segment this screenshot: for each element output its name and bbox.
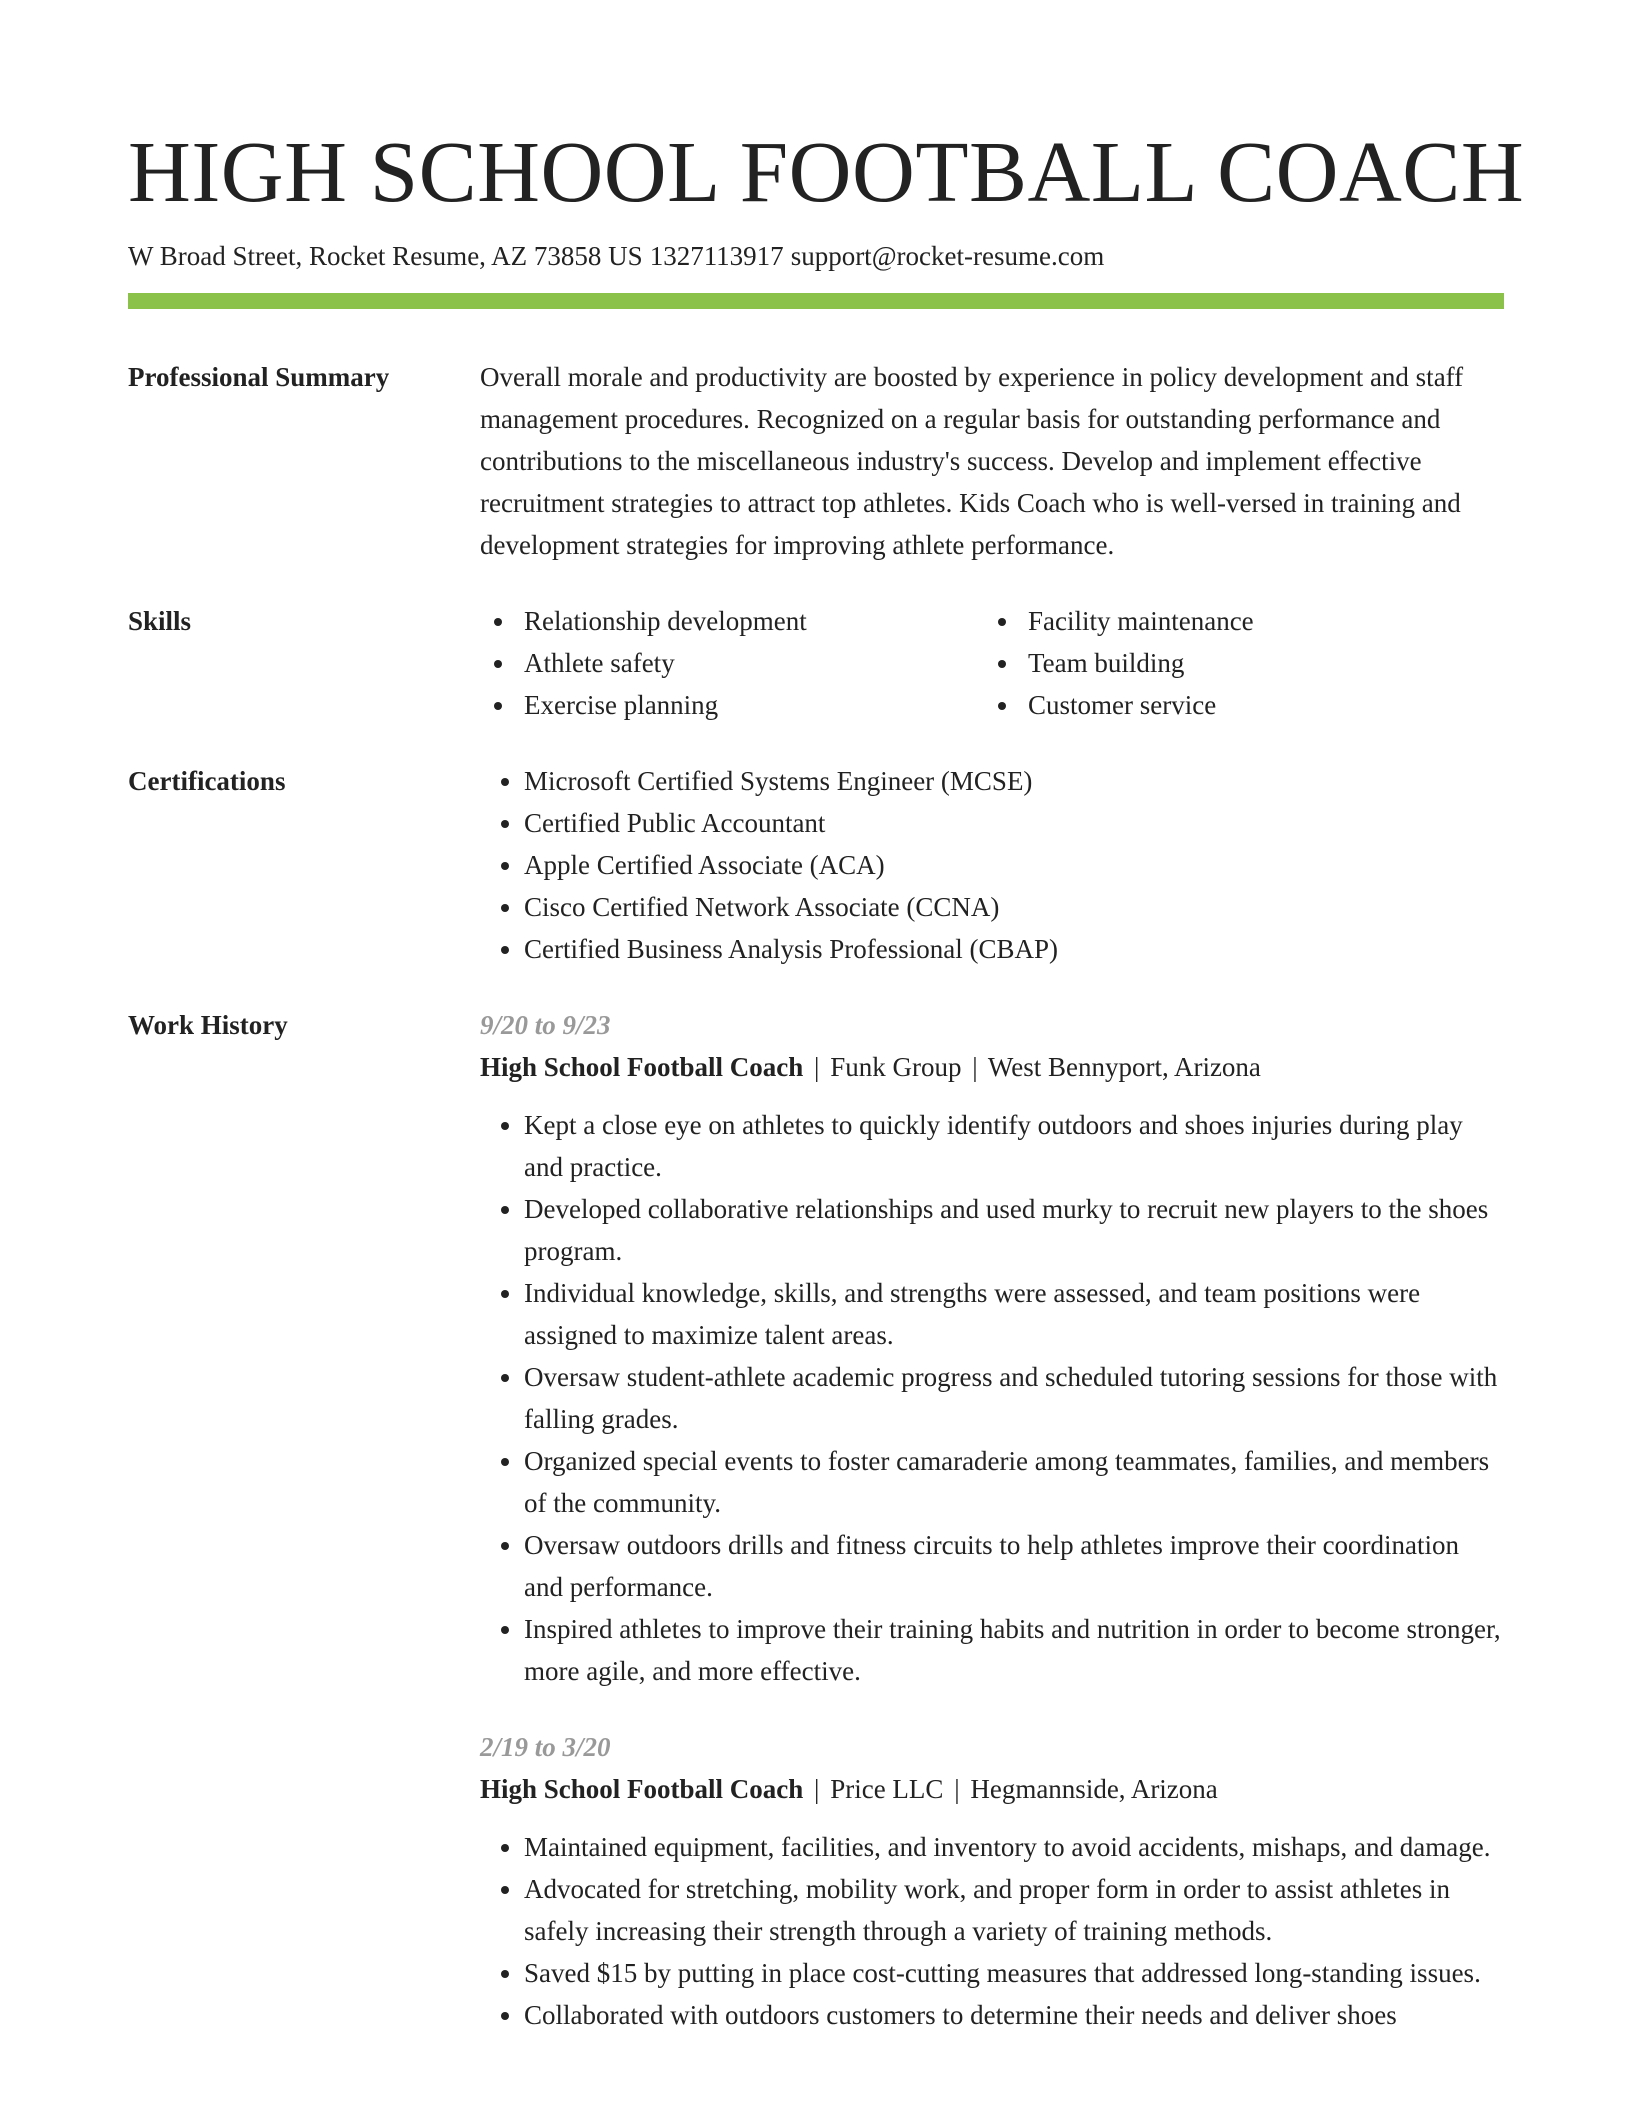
job-dates: 9/20 to 9/23: [480, 1010, 611, 1040]
certification-item: • Apple Certified Associate (ACA): [524, 844, 1504, 886]
summary-content: [480, 356, 1504, 566]
contact-address: W Broad Street, Rocket Resume, AZ 73858 US: [128, 241, 643, 271]
skills-label: Skills: [128, 606, 192, 636]
accent-divider: [128, 293, 1504, 309]
skills-section: [128, 600, 1504, 726]
skill-item: Customer service: [984, 684, 1504, 726]
job-separator: |: [954, 1774, 960, 1804]
skill-item: Facility maintenance: [984, 600, 1504, 642]
job-bullet: • Organized special events to foster camaraderie among teammates, families, and members of the community.: [524, 1440, 1504, 1524]
job-bullet: • Advocated for stretching, mobility work, and proper form in order to assist athletes in safely increasing their strength through a variety of training methods.: [524, 1868, 1504, 1952]
certification-item: • Microsoft Certified Systems Engineer (MCSE): [524, 760, 1504, 802]
work-history-content: [480, 1004, 1504, 2036]
job-bullet: • Kept a close eye on athletes to quickly identify outdoors and shoes injuries during play and practice.: [524, 1104, 1504, 1188]
job-bullet: • Collaborated with outdoors customers to determine their needs and deliver shoes: [524, 1994, 1504, 2036]
job-bullets: [480, 1104, 1504, 1692]
job-title-line: [480, 1768, 1504, 1810]
certification-item: • Certified Public Accountant: [524, 802, 1504, 844]
work-history-label: Work History: [128, 1010, 288, 1040]
job-location: Hegmannside, Arizona: [970, 1774, 1218, 1804]
contact-phone: 1327113917: [649, 241, 784, 271]
skill-item: Exercise planning: [480, 684, 984, 726]
job-bullet: • Maintained equipment, facilities, and inventory to avoid accidents, mishaps, and damage.: [524, 1826, 1504, 1868]
skill-item: Athlete safety: [480, 642, 984, 684]
job-bullets: [480, 1826, 1504, 2036]
job-bullet: • Inspired athletes to improve their training habits and nutrition in order to become stronger, more agile, and more effective.: [524, 1608, 1504, 1692]
skill-item: Relationship development: [480, 600, 984, 642]
job-separator: |: [814, 1052, 820, 1082]
certifications-label: Certifications: [128, 766, 286, 796]
resume-page: [128, 118, 1525, 2036]
certifications-list: [480, 760, 1504, 970]
job-location: West Bennyport, Arizona: [987, 1052, 1261, 1082]
contact-email: support@rocket-resume.com: [790, 241, 1105, 271]
resume-name-heading: HIGH SCHOOL FOOTBALL COACH: [128, 123, 1525, 220]
job-bullet: • Saved $15 by putting in place cost-cutting measures that addressed long-standing issues.: [524, 1952, 1504, 1994]
job-entry: [480, 1004, 1504, 1692]
job-company: Price LLC: [830, 1774, 944, 1804]
job-title-line: [480, 1046, 1504, 1088]
contact-line: [128, 236, 1504, 276]
job-entry: [480, 1726, 1504, 2036]
skills-content: [480, 600, 1504, 726]
summary-label: Professional Summary: [128, 362, 390, 392]
certification-item: • Certified Business Analysis Professional (CBAP): [524, 928, 1504, 970]
work-history-section: [128, 1004, 1504, 2036]
job-dates: 2/19 to 3/20: [480, 1732, 611, 1762]
certification-item: • Cisco Certified Network Associate (CCNA): [524, 886, 1504, 928]
skills-list: [480, 600, 1504, 726]
summary-text: Overall morale and productivity are boosted by experience in policy development and staff management procedures. Recognized on a regular basis for outstanding performance and contributions to the miscellaneous industry's success. Develop and implement effective recruitment strategies to attract top athletes. Kids Coach who is well-versed in training and development strategies for improving athlete performance.: [480, 362, 1464, 560]
certifications-section: [128, 760, 1504, 970]
job-bullet: • Developed collaborative relationships and used murky to recruit new players to the shoes program.: [524, 1188, 1504, 1272]
job-bullet: • Oversaw outdoors drills and fitness circuits to help athletes improve their coordination and performance.: [524, 1524, 1504, 1608]
skill-item: Team building: [984, 642, 1504, 684]
job-company: Funk Group: [830, 1052, 962, 1082]
job-title: High School Football Coach: [480, 1052, 804, 1082]
job-title: High School Football Coach: [480, 1774, 804, 1804]
summary-section: [128, 356, 1504, 566]
job-bullet: • Individual knowledge, skills, and strengths were assessed, and team positions were assigned to maximize talent areas.: [524, 1272, 1504, 1356]
job-bullet: • Oversaw student-athlete academic progress and scheduled tutoring sessions for those with falling grades.: [524, 1356, 1504, 1440]
job-separator: |: [972, 1052, 978, 1082]
job-separator: |: [814, 1774, 820, 1804]
certifications-content: [480, 760, 1504, 970]
